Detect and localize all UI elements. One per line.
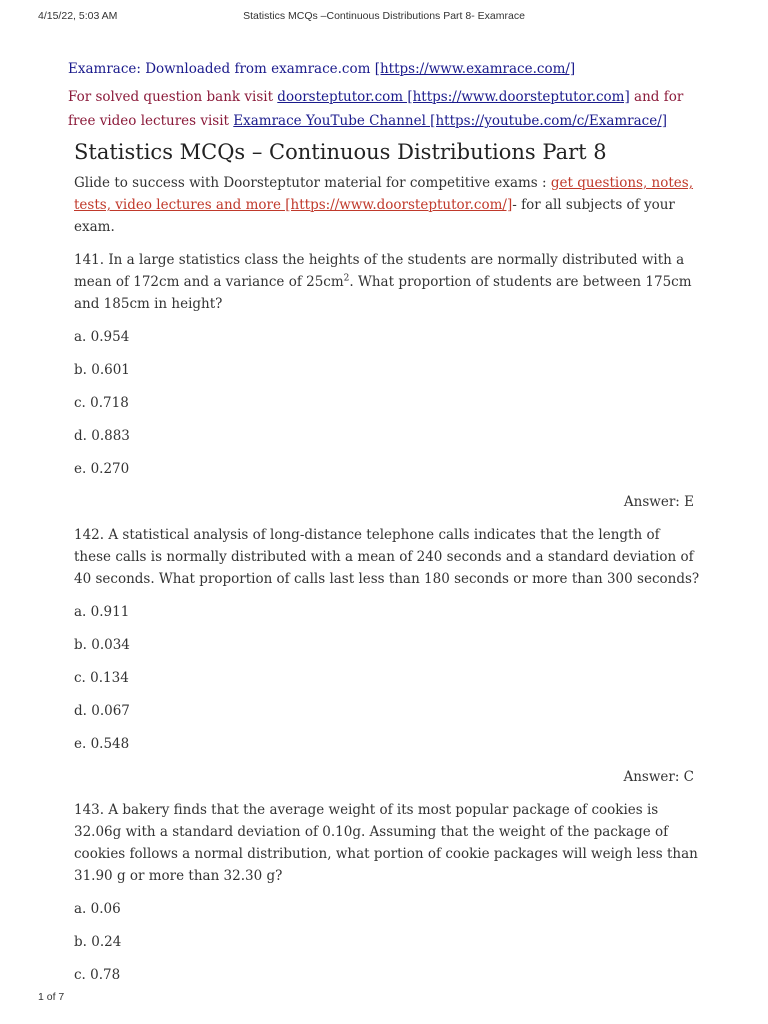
- banner-line-3: [68, 109, 708, 133]
- page-number: 1 of 7: [38, 991, 65, 1003]
- youtube-channel-link[interactable]: Examrace YouTube Channel [https://youtube.com/c/Examrace/]: [233, 113, 668, 129]
- print-datetime: 4/15/22, 5:03 AM: [38, 10, 118, 22]
- answer-label: Answer: C: [623, 769, 694, 785]
- question-text: [74, 249, 700, 315]
- question-text: 143. A bakery finds that the average weight of its most popular package of cookies is 32.06g with a standard deviation of 0.10g. Assuming that the weight of the package of cookies follows a normal distribution, what portion of cookie packages will weigh less than 31.90 g or more than 32.30 g?: [74, 802, 698, 884]
- banner-line-2-suffix: and for: [629, 89, 684, 105]
- option-b: b. 0.034: [74, 637, 130, 653]
- option-c: c. 0.78: [74, 967, 121, 983]
- answer-label: Answer: E: [623, 494, 694, 510]
- banner-line-2: [68, 85, 708, 109]
- options-list: [74, 601, 700, 755]
- banner-line-2-text: For solved question bank visit: [68, 89, 278, 105]
- banner-line-3-text: free video lectures visit: [68, 113, 234, 129]
- banner-line-1: [68, 57, 708, 81]
- question-text-part-a: 141. In a large statistics class the heights of the students are normally distributed with a mean of 172cm and a variance of 25cm: [74, 252, 685, 290]
- banner: [68, 57, 708, 133]
- article: [74, 138, 700, 986]
- print-page-title: Statistics MCQs –Continuous Distributions Part 8- Examrace: [243, 10, 525, 22]
- option-b: b. 0.24: [74, 934, 122, 950]
- intro-suffix: - for all subjects of your exam.: [74, 197, 675, 235]
- options-list: [74, 898, 700, 986]
- option-d: d. 0.883: [74, 428, 130, 444]
- article-intro: [74, 172, 700, 238]
- options-list: [74, 326, 700, 480]
- examrace-link[interactable]: [https://www.examrace.com/]: [374, 61, 576, 77]
- print-header: [0, 6, 768, 24]
- doorsteptutor-link[interactable]: doorsteptutor.com [https://www.doorsteptutor.com]: [277, 89, 630, 105]
- option-c: c. 0.134: [74, 670, 129, 686]
- option-a: a. 0.911: [74, 604, 130, 620]
- question-text-part-b: . What proportion of students are between 175cm and 185cm in height?: [74, 274, 692, 312]
- option-e: e. 0.270: [74, 461, 130, 477]
- option-d: d. 0.067: [74, 703, 130, 719]
- option-e: e. 0.548: [74, 736, 130, 752]
- question-text: 142. A statistical analysis of long-distance telephone calls indicates that the length of these calls is normally distributed with a mean of 240 seconds and a standard deviation of 40 seconds. What proportion of calls last less than 180 seconds or more than 300 seconds?: [74, 527, 700, 587]
- option-b: b. 0.601: [74, 362, 130, 378]
- option-a: a. 0.06: [74, 901, 121, 917]
- intro-link[interactable]: get questions, notes, tests, video lectures and more [https://www.doorsteptutor.com/]: [74, 175, 694, 213]
- option-a: a. 0.954: [74, 329, 130, 345]
- question-143: [74, 799, 700, 986]
- question-141: [74, 249, 700, 513]
- intro-text: Glide to success with Doorsteptutor material for competitive exams :: [74, 175, 551, 191]
- banner-line-1-text: Examrace: Downloaded from examrace.com: [68, 61, 375, 77]
- option-c: c. 0.718: [74, 395, 129, 411]
- superscript: 2: [343, 273, 350, 284]
- article-title: Statistics MCQs – Continuous Distributions Part 8: [74, 140, 607, 164]
- question-142: [74, 524, 700, 788]
